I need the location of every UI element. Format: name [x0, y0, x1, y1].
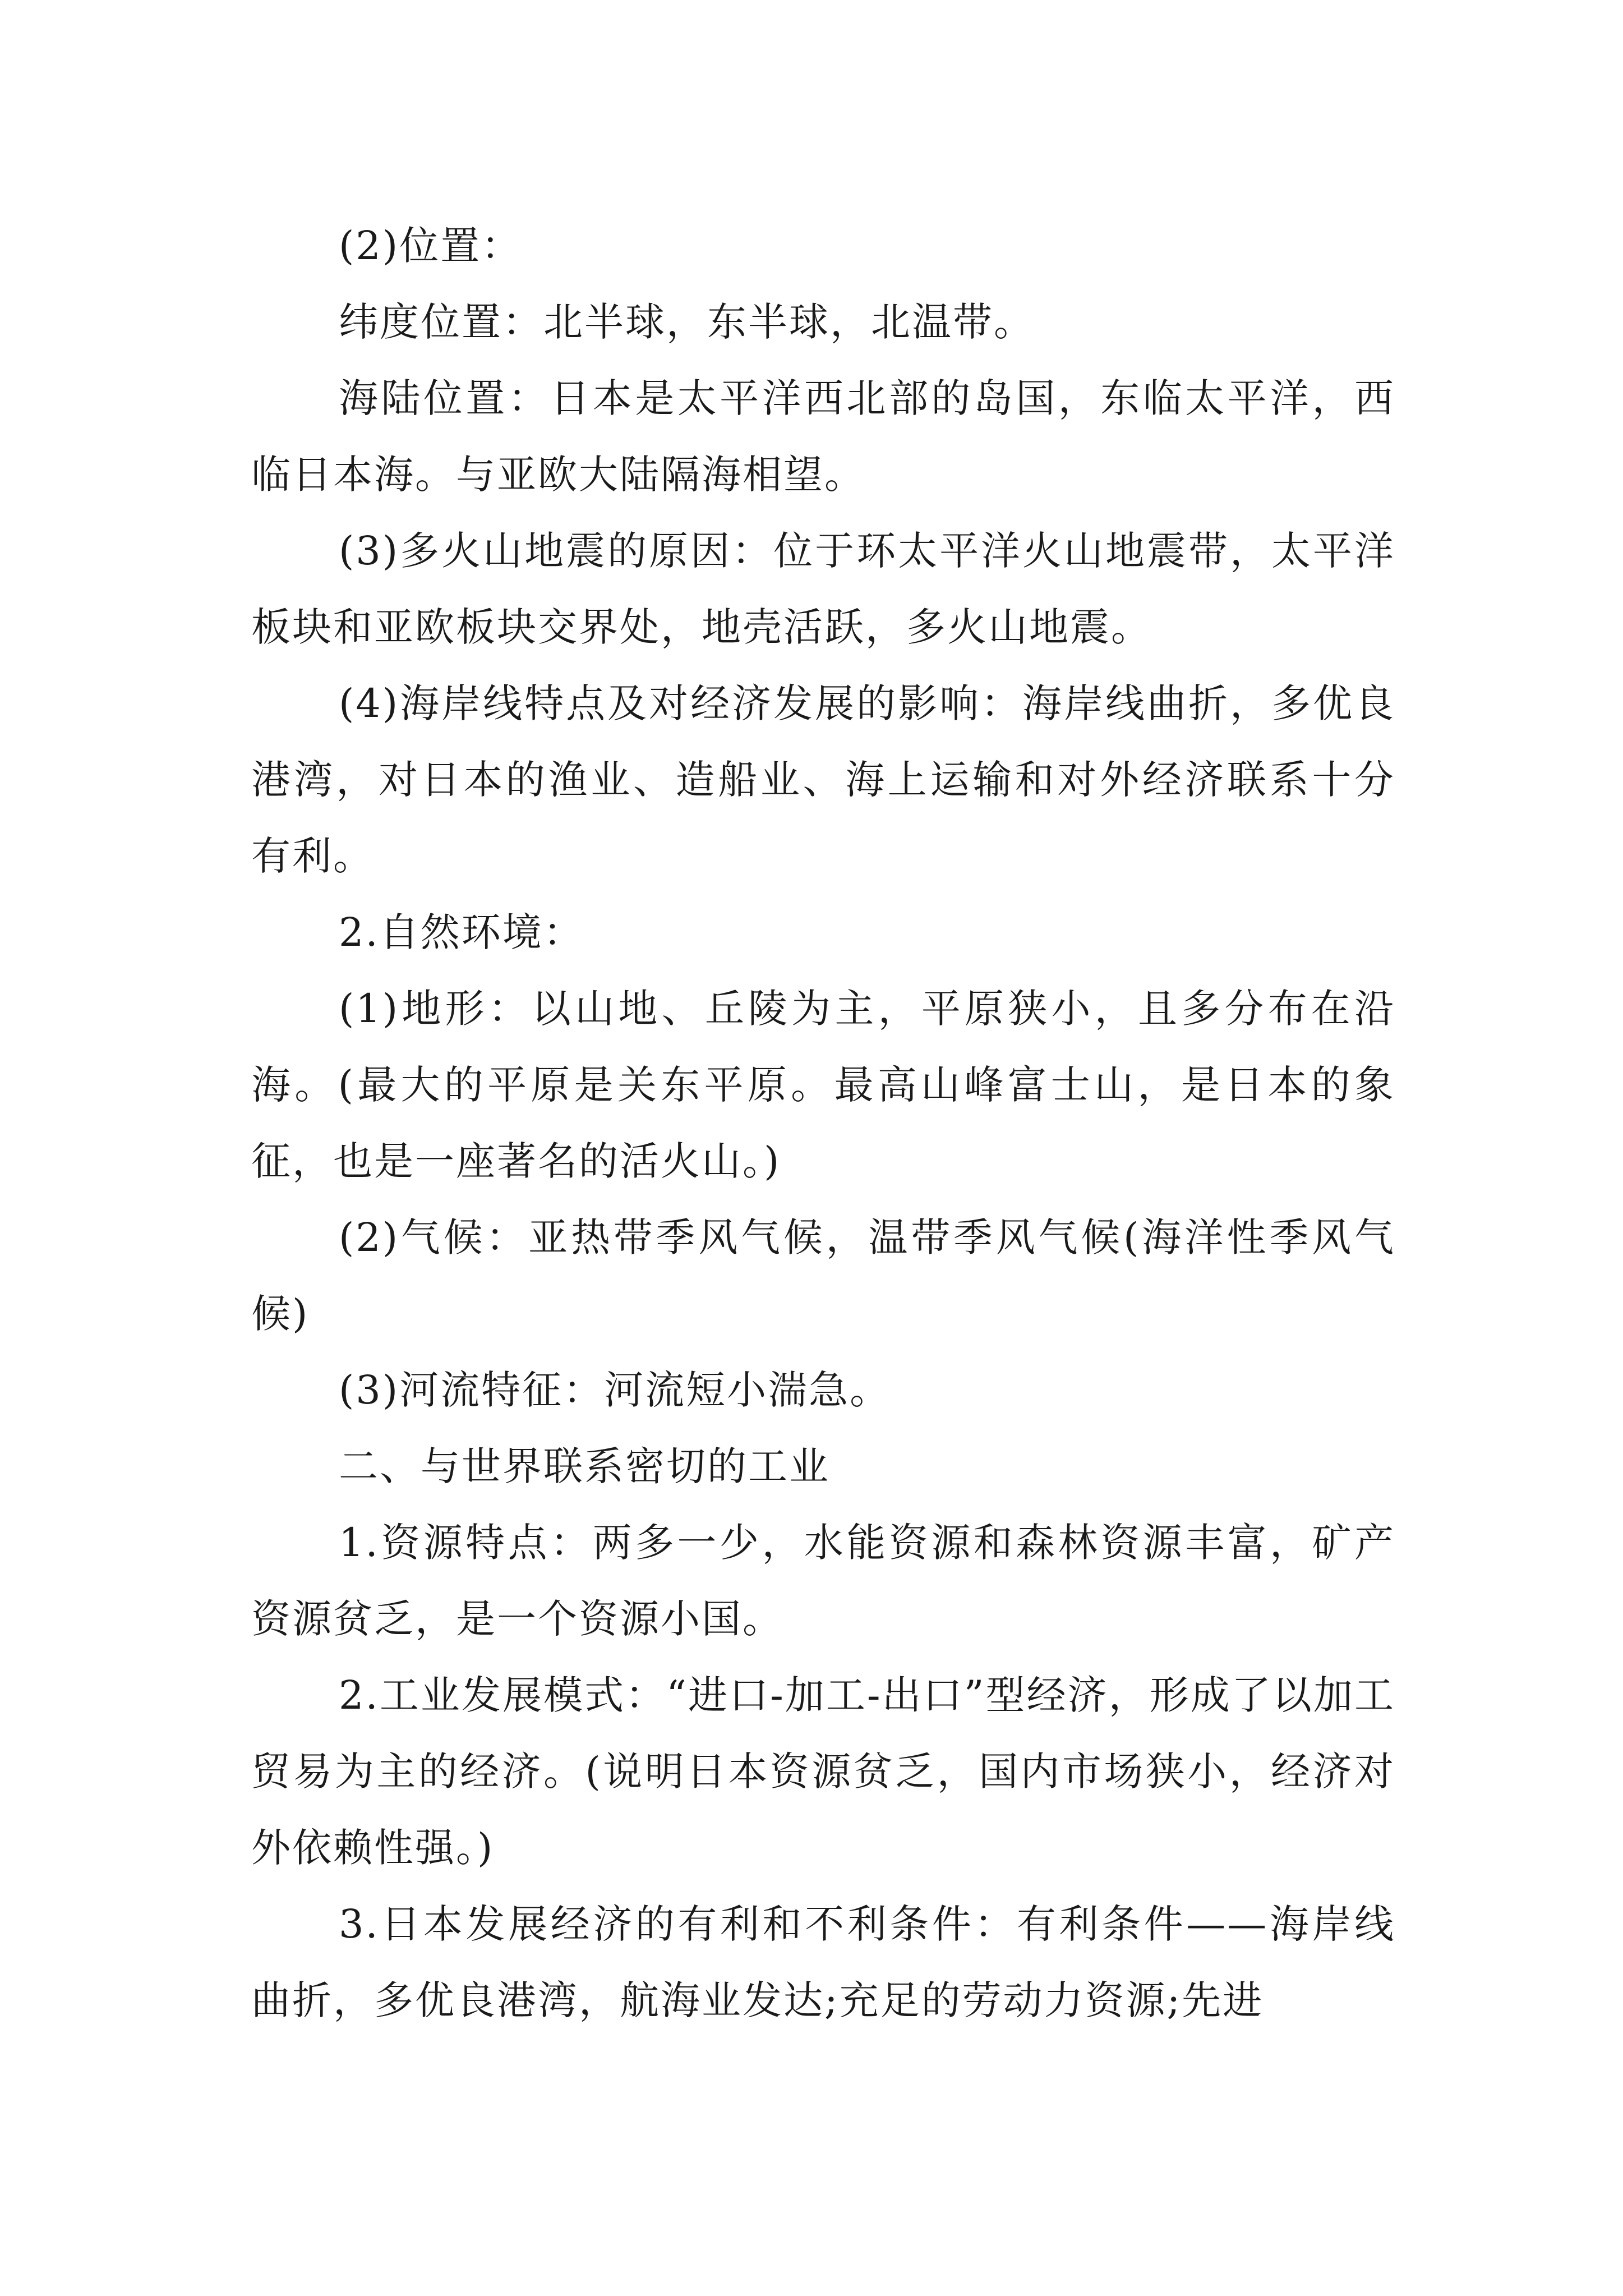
- paragraph-industry-model: 2.工业发展模式：“进口-加工-出口”型经济，形成了以加工贸易为主的经济。(说明日本资源贫乏，国内市场狭小，经济对外依赖性强。): [251, 1672, 1395, 1871]
- paragraph-terrain: (1)地形：以山地、丘陵为主，平原狭小，且多分布在沿海。(最大的平原是关东平原。最高山峰富士山，是日本的象征，也是一座著名的活火山。): [251, 986, 1395, 1184]
- paragraph-rivers: (3)河流特征：河流短小湍急。: [339, 1367, 891, 1413]
- paragraph-volcano-earthquake: (3)多火山地震的原因：位于环太平洋火山地震带，太平洋板块和亚欧板块交界处，地壳活跃，多火山地震。: [251, 528, 1395, 650]
- paragraph-coastline: (4)海岸线特点及对经济发展的影响：海岸线曲折，多优良港湾，对日本的渔业、造船业、海上运输和对外经济联系十分有利。: [251, 680, 1395, 879]
- paragraph-climate: (2)气候：亚热带季风气候，温带季风气候(海洋性季风气候): [251, 1214, 1395, 1337]
- paragraph-sea-land-position: 海陆位置：日本是太平洋西北部的岛国，东临太平洋，西临日本海。与亚欧大陆隔海相望。: [251, 375, 1395, 498]
- document-body: [251, 208, 1395, 2039]
- paragraph-resources: 1.资源特点：两多一少，水能资源和森林资源丰富，矿产资源贫乏，是一个资源小国。: [251, 1520, 1395, 1642]
- paragraph-latitude-position: 纬度位置：北半球，东半球，北温带。: [339, 299, 1035, 345]
- paragraph-economic-conditions: 3.日本发展经济的有利和不利条件：有利条件——海岸线曲折，多优良港湾，航海业发达;充足的劳动力资源;先进: [251, 1901, 1395, 2023]
- paragraph-industry-heading: 二、与世界联系密切的工业: [339, 1443, 830, 1489]
- paragraph-natural-environment-heading: 2.自然环境：: [339, 909, 584, 955]
- paragraph-location-heading: (2)位置：: [339, 223, 523, 269]
